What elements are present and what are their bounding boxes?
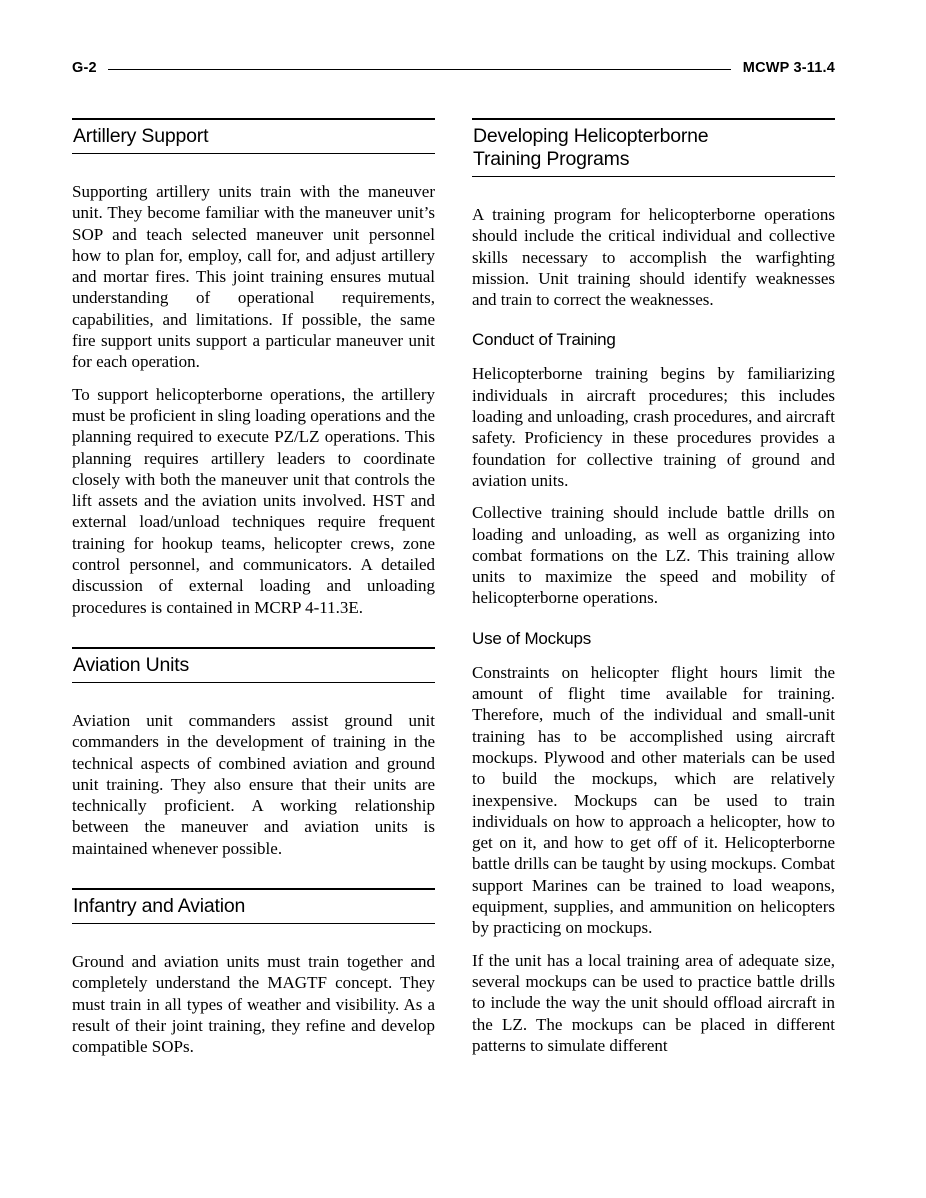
section-infantry-and-aviation [72,888,435,1057]
section-heading-infantry-and-aviation: Infantry and Aviation [72,888,435,924]
left-column [72,118,435,1058]
right-column [472,118,835,1056]
section-heading-artillery-support: Artillery Support [72,118,435,154]
subsection-heading-use-of-mockups: Use of Mockups [472,628,592,648]
paragraph: Helicopterborne training begins by familiarizing individuals in aircraft procedures; this includes loading and unloading, crash procedures, and aircraft safety. Proficiency in these procedures provides a foundation for collective training of ground and aviation units. [472,364,835,490]
section-artillery-support [72,118,435,618]
heading-line: Developing Helicopterborne [473,125,709,147]
section-heading-aviation-units: Aviation Units [72,647,435,683]
paragraph: Aviation unit commanders assist ground unit commanders in the development of training in the technical aspects of combined aviation and ground unit training. They also ensure that their units are technically proficient. A working relationship between the maneuver and aviation units is maintained whenever possible. [72,710,435,858]
header-rule [108,69,731,70]
subsection-conduct-of-training [472,329,835,608]
paragraph: Ground and aviation units must train together and completely understand the MAGTF concept. They must train in all types of weather and visibility. As a result of their joint training, they refine and develop compatible SOPs. [72,952,435,1057]
paragraph: A training program for helicopterborne operations should include the critical individual and collective skills necessary to accomplish the warfighting mission. Unit training should identify weaknesses and train to correct the weaknesses. [472,205,835,310]
section-developing-training-programs [472,118,835,310]
paragraph: If the unit has a local training area of adequate size, several mockups can be used to practice battle drills to include the way the unit should offload aircraft in the LZ. The mockups can be placed in different patterns to simulate different [472,950,835,1055]
paragraph: Supporting artillery units train with the maneuver unit. They become familiar with the maneuver unit’s SOP and teach selected maneuver unit personnel how to plan for, employ, call for, and adjust artillery and mortar fires. This joint training ensures mutual understanding of operational requirements, capabilities, and limitations. If possible, the same fire support units support a particular maneuver unit for each operation. [72,182,435,372]
paragraph: Collective training should include battle drills on loading and unloading, as well as organizing into combat formations on the LZ. This training allow units to maximize the speed and mobility of helicopterborne operations. [472,503,835,608]
page-header [72,58,835,82]
paragraph: Constraints on helicopter flight hours limit the amount of flight time available for training. Therefore, much of the individual and small-unit training has to be accomplished using aircraft mockups. Plywood and other materials can be used to build the mockups, which are relatively inexpensive. Mockups can be used to train individuals on how to approach a helicopter, how to get on it, and how to get off of it. Helicopterborne battle drills can be taught by using mockups. Combat support Marines can be trained to load weapons, equipment, supplies, and ammunition on helicopters by practicing on mockups. [472,662,835,938]
publication-title: MCWP 3-11.4 [742,60,835,76]
section-aviation-units [72,647,435,859]
paragraph: To support helicopterborne operations, the artillery must be proficient in sling loading operations and the planning required to execute PZ/LZ operations. This planning requires artillery leaders to coordinate closely with both the maneuver unit that controls the lift assets and the aviation units involved. HST and external load/unload techniques require frequent training for hookup teams, helicopter crews, zone control personnel, and communicators. A detailed discussion of external loading and unloading procedures is contained in MCRP 4-11.3E. [72,384,435,617]
section-heading-developing-training-programs [472,118,835,177]
subsection-heading-conduct-of-training: Conduct of Training [472,330,616,350]
subsection-use-of-mockups [472,628,835,1056]
heading-line: Training Programs [473,148,630,170]
page-number: G-2 [72,60,97,76]
